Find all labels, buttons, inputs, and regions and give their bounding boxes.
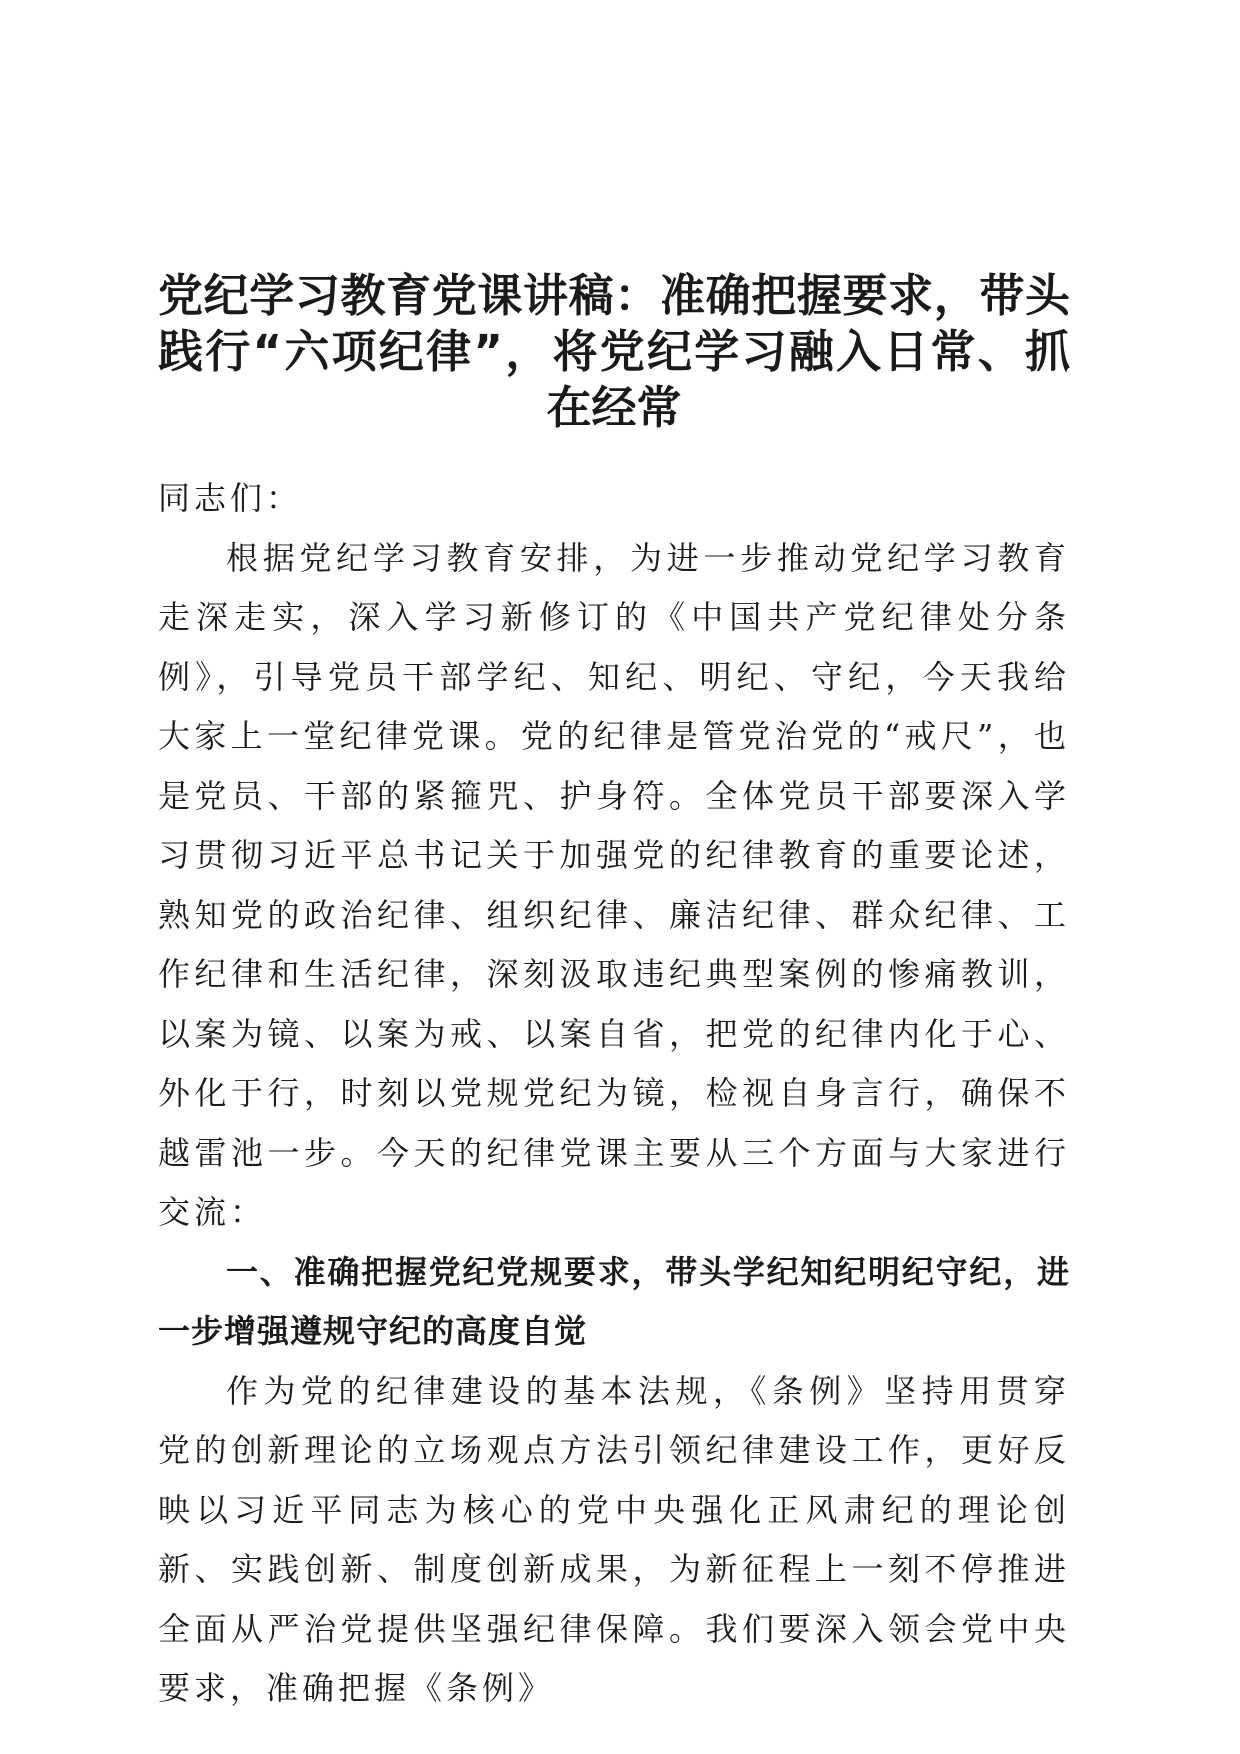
document-page: [158, 0, 1070, 1754]
document-title: 党纪学习教育党课讲稿：准确把握要求，带头践行“六项纪律”，将党纪学习融入日常、抓在经常: [158, 269, 1070, 434]
salutation: 同志们：: [158, 479, 303, 517]
document-body: [158, 469, 1070, 1719]
paragraph-intro: 根据党纪学习教育安排，为进一步推动党纪学习教育走深走实，深入学习新修订的《中国共产党纪律处分条例》，引导党员干部学纪、知纪、明纪、守纪，今天我给大家上一堂纪律党课。党的纪律是管党治党的“戒尺”，也是党员、干部的紧箍咒、护身符。全体党员干部要深入学习贯彻习近平总书记关于加强党的纪律教育的重要论述，熟知党的政治纪律、组织纪律、廉洁纪律、群众纪律、工作纪律和生活纪律，深刻汲取违纪典型案例的惨痛教训，以案为镜、以案为戒、以案自省，把党的纪律内化于心、外化于行，时刻以党规党纪为镜，检视自身言行，确保不越雷池一步。今天的纪律党课主要从三个方面与大家进行交流：: [158, 538, 1070, 1231]
paragraph-section-1: 作为党的纪律建设的基本法规，《条例》坚持用贯穿党的创新理论的立场观点方法引领纪律建设工作，更好反映以习近平同志为核心的党中央强化正风肃纪的理论创新、实践创新、制度创新成果，为新征程上一刻不停推进全面从严治党提供坚强纪律保障。我们要深入领会党中央要求，准确把握《条例》: [158, 1371, 1070, 1707]
section-heading-1: 一、准确把握党纪党规要求，带头学纪知纪明纪守纪，进一步增强遵规守纪的高度自觉: [158, 1252, 1070, 1350]
